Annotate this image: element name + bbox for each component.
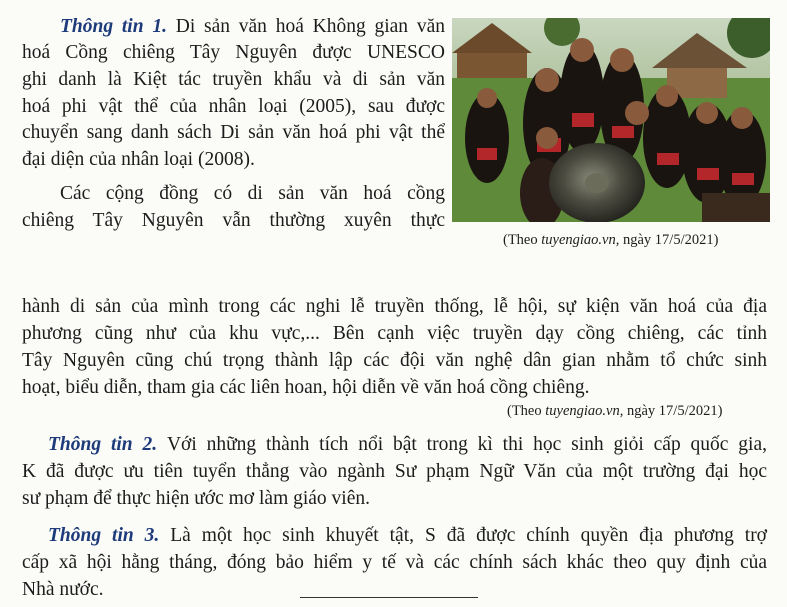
info1-line-6: đại diện của nhân loại (2008). (22, 149, 255, 170)
info2-label: Thông tin 2. (48, 434, 158, 455)
info2-line-1: Thông tin 2. Với những thành tích nổi bật trong kì thi học sinh giỏi cấp quốc gia, (48, 434, 767, 455)
info2-line-2: K đã được ưu tiên tuyển thẳng vào ngành Sư phạm Ngữ Văn của một trường đại học (22, 461, 767, 482)
info1-line-11: Tây Nguyên cũng chú trọng thành lập các đội văn nghệ dân gian nhằm tổ chức sinh (22, 350, 767, 371)
info3-line-2: cấp xã hội hằng tháng, đóng bảo hiểm y tế và các chính sách khác theo quy định của (22, 552, 767, 573)
info1-line-5: chuyển sang danh sách Di sản văn hoá phi vật thể (22, 122, 445, 143)
info1-source-note: (Theo tuyengiao.vn, ngày 17/5/2021) (507, 403, 723, 419)
photo-illustration (452, 18, 770, 222)
info1-label: Thông tin 1. (60, 16, 167, 37)
info1-line-2: hoá Cồng chiêng Tây Nguyên được UNESCO (22, 42, 445, 63)
photo-caption: (Theo tuyengiao.vn, ngày 17/5/2021) (503, 232, 719, 248)
gong-performance-photo (452, 18, 770, 222)
info3-line-1: Thông tin 3. Là một học sinh khuyết tật, S đã được chính quyền địa phương trợ (48, 525, 767, 546)
info2-line-3: sư phạm để thực hiện ước mơ làm giáo viên. (22, 488, 371, 509)
info3-line-3: Nhà nước. (22, 579, 104, 600)
info1-line-10: phương cũng như của khu vực,... Bên cạnh việc truyền dạy cồng chiêng, các tỉnh (22, 323, 767, 344)
info1-line-12: hoạt, biểu diễn, tham gia các liên hoan, hội diễn về văn hoá cồng chiêng. (22, 377, 590, 398)
info1-line-3: ghi danh là Kiệt tác truyền khẩu và di sản văn (22, 69, 445, 90)
info1-line-9: hành di sản của mình trong các nghi lễ truyền thống, lễ hội, sự kiện văn hoá của địa (22, 296, 767, 317)
info1-line-1: Thông tin 1. Di sản văn hoá Không gian văn (60, 16, 445, 37)
info1-line-7: Các cộng đồng có di sản văn hoá cồng (60, 183, 445, 204)
info1-line-4: hoá phi vật thể của nhân loại (2005), sau được (22, 96, 445, 117)
footnote-separator (300, 597, 478, 598)
info1-line-8: chiêng Tây Nguyên vẫn thường xuyên thực (22, 210, 445, 231)
info3-label: Thông tin 3. (48, 525, 160, 546)
